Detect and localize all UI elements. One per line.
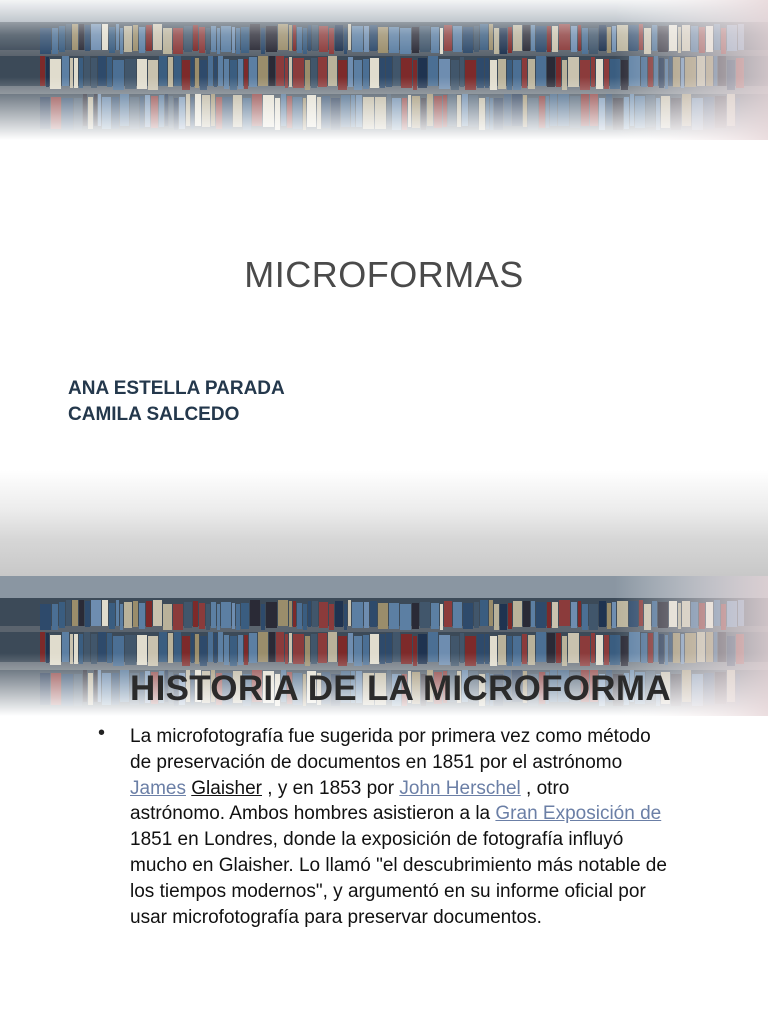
link-gran-exposicion[interactable]: Gran Exposición de — [495, 803, 662, 825]
paragraph-line: usar microfotografía para preservar documentos. — [130, 906, 542, 928]
paragraph-line: 1851 en Londres, donde la exposición de fotografía influyó — [130, 829, 624, 851]
paragraph-text: astrónomo. Ambos hombres asistieron a la — [130, 803, 496, 825]
link-james[interactable]: James — [130, 777, 186, 799]
bullet-paragraph — [130, 724, 750, 930]
slide-heading: HISTORIA DE LA MICROFORMA — [130, 669, 671, 708]
paragraph-line: La microfotografía fue sugerida por primera vez como método — [130, 726, 651, 747]
author-name: CAMILA SALCEDO — [68, 404, 240, 425]
paragraph-line: los tiempos modernos", y argumentó en su informe oficial por — [130, 880, 646, 902]
slide-title: MICROFORMAS — [244, 254, 524, 295]
bookshelf-banner — [0, 0, 768, 140]
paragraph-line — [130, 776, 750, 802]
author-list — [68, 376, 285, 428]
paragraph-line — [130, 801, 750, 827]
paragraph-text: , y en 1853 por — [262, 777, 400, 799]
link-glaisher[interactable]: Glaisher — [191, 777, 262, 799]
slide-2 — [0, 576, 768, 1024]
link-john-herschel[interactable]: John Herschel — [399, 777, 521, 799]
paragraph-text: , otro — [520, 777, 570, 799]
paragraph-line: mucho en Glaisher. Lo llamó "el descubrimiento más notable de — [130, 854, 667, 876]
bullet-icon: • — [98, 722, 106, 744]
author-name: ANA ESTELLA PARADA — [68, 378, 285, 399]
bookshelf-image — [0, 0, 768, 140]
paragraph-line: de preservación de documentos en 1851 por el astrónomo — [130, 751, 623, 773]
